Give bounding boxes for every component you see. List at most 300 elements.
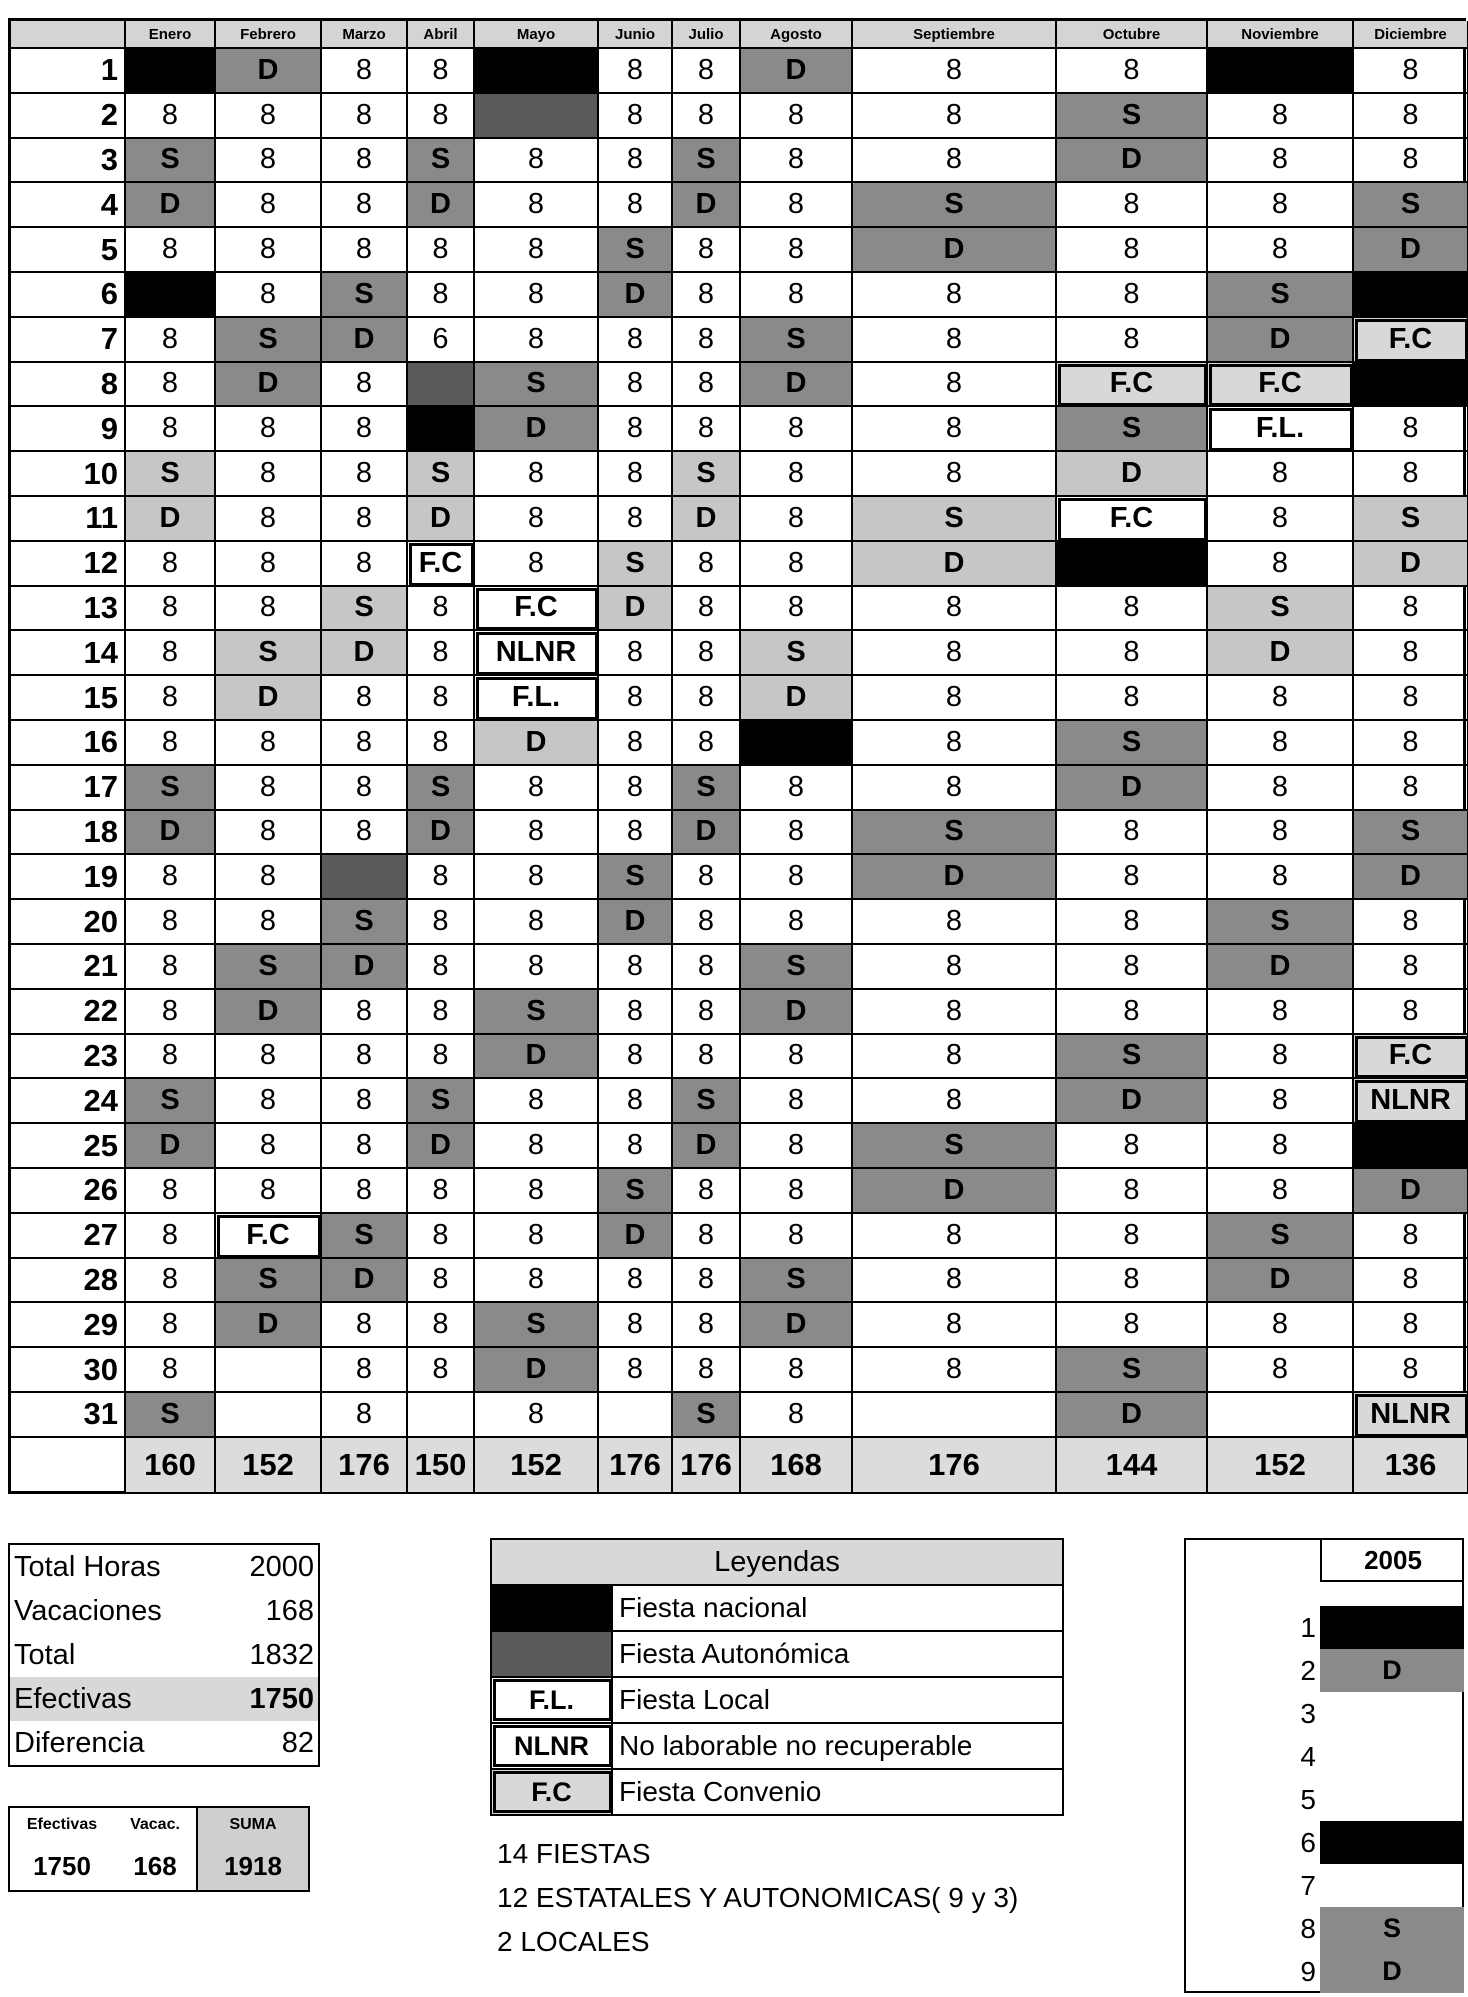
day-cell: 8 <box>1208 94 1354 139</box>
value-efectivas: 1750 <box>33 1850 91 1881</box>
day-number: 13 <box>11 587 126 632</box>
day-cell: S <box>126 766 216 811</box>
day-cell: D <box>1208 1259 1354 1304</box>
day-cell: 8 <box>741 1035 853 1080</box>
day-cell: 8 <box>853 900 1057 945</box>
day-cell: D <box>853 1169 1057 1214</box>
day-cell: 8 <box>599 945 673 990</box>
year-day-number: 1 <box>1300 1612 1316 1643</box>
day-cell: 8 <box>216 94 322 139</box>
day-cell: 8 <box>1057 945 1208 990</box>
day-cell: 8 <box>216 1035 322 1080</box>
day-cell: 8 <box>322 49 408 94</box>
day-cell: D <box>216 49 322 94</box>
day-number: 18 <box>11 811 126 856</box>
day-cell: 8 <box>216 1079 322 1124</box>
day-cell: 8 <box>408 587 475 632</box>
day-cell: 8 <box>599 1124 673 1169</box>
day-cell: 8 <box>673 855 741 900</box>
day-number: 4 <box>11 183 126 228</box>
day-cell: S <box>322 900 408 945</box>
day-cell: 8 <box>599 1035 673 1080</box>
day-cell: 8 <box>741 811 853 856</box>
day-cell: 8 <box>126 676 216 721</box>
legend-row <box>492 1770 1062 1814</box>
day-cell: 8 <box>1057 900 1208 945</box>
day-cell: D <box>126 1124 216 1169</box>
day-cell: 8 <box>853 318 1057 363</box>
day-cell: S <box>475 363 599 408</box>
day-cell: 8 <box>853 945 1057 990</box>
day-cell: 8 <box>216 228 322 273</box>
month-header: Diciembre <box>1354 21 1468 49</box>
day-cell <box>475 49 599 94</box>
day-cell <box>1208 49 1354 94</box>
legend-swatch <box>492 1586 613 1630</box>
day-cell: F.C <box>1208 363 1354 408</box>
day-cell: S <box>322 273 408 318</box>
day-cell: 8 <box>599 1348 673 1393</box>
day-cell: D <box>673 1124 741 1169</box>
day-cell: 8 <box>126 542 216 587</box>
day-cell: 8 <box>475 945 599 990</box>
day-cell: S <box>673 1079 741 1124</box>
day-cell: S <box>475 1303 599 1348</box>
day-number: 17 <box>11 766 126 811</box>
day-cell: 8 <box>599 139 673 184</box>
day-cell: D <box>216 990 322 1035</box>
day-cell <box>599 1393 673 1438</box>
day-cell: 8 <box>322 228 408 273</box>
day-cell: 8 <box>322 183 408 228</box>
day-cell: 8 <box>408 1169 475 1214</box>
day-cell: D <box>1208 318 1354 363</box>
day-cell: S <box>1208 900 1354 945</box>
day-cell: D <box>1057 1393 1208 1438</box>
day-cell: 8 <box>741 855 853 900</box>
day-number: 5 <box>11 228 126 273</box>
day-cell: S <box>1057 1035 1208 1080</box>
day-cell: 8 <box>673 318 741 363</box>
day-cell: 8 <box>216 855 322 900</box>
day-cell: 8 <box>408 273 475 318</box>
day-cell: 8 <box>673 94 741 139</box>
value-vacac: 168 <box>133 1850 177 1881</box>
day-cell: D <box>853 542 1057 587</box>
day-cell: D <box>1354 228 1468 273</box>
month-header: Febrero <box>216 21 322 49</box>
day-cell: D <box>673 497 741 542</box>
day-cell: 8 <box>322 1348 408 1393</box>
day-cell: 8 <box>1354 721 1468 766</box>
day-cell: 8 <box>126 631 216 676</box>
header-vacac: Vacac. <box>130 1816 180 1833</box>
day-cell: 6 <box>408 318 475 363</box>
day-cell: S <box>408 139 475 184</box>
year-row <box>1186 1950 1464 1993</box>
day-cell: D <box>408 183 475 228</box>
month-total: 160 <box>126 1438 216 1494</box>
day-cell: F.C <box>1354 318 1468 363</box>
day-cell: 8 <box>1057 183 1208 228</box>
day-number: 11 <box>11 497 126 542</box>
day-cell: 8 <box>322 363 408 408</box>
day-cell <box>1354 363 1468 408</box>
day-cell: 8 <box>853 1348 1057 1393</box>
day-cell: NLNR <box>1354 1393 1468 1438</box>
day-cell: S <box>741 945 853 990</box>
day-number: 31 <box>11 1393 126 1438</box>
day-cell: 8 <box>1354 1214 1468 1259</box>
day-cell: 8 <box>1208 1303 1354 1348</box>
day-cell: 8 <box>475 900 599 945</box>
day-cell: 8 <box>673 407 741 452</box>
day-number: 19 <box>11 855 126 900</box>
day-cell: 8 <box>1208 766 1354 811</box>
day-cell: D <box>1208 945 1354 990</box>
day-cell: 8 <box>408 94 475 139</box>
legend-swatch: F.C <box>492 1770 613 1814</box>
day-cell: 8 <box>853 1303 1057 1348</box>
month-total: 150 <box>408 1438 475 1494</box>
day-cell: 8 <box>1057 1214 1208 1259</box>
day-number: 22 <box>11 990 126 1035</box>
day-cell: 8 <box>126 1169 216 1214</box>
day-cell: F.C <box>475 587 599 632</box>
day-cell: D <box>322 1259 408 1304</box>
day-number: 20 <box>11 900 126 945</box>
year-day-number: 4 <box>1300 1741 1316 1772</box>
day-cell: 8 <box>408 676 475 721</box>
day-cell: S <box>1208 1214 1354 1259</box>
day-cell: 8 <box>741 452 853 497</box>
day-cell: D <box>599 900 673 945</box>
day-cell: D <box>126 811 216 856</box>
day-cell: 8 <box>216 1124 322 1169</box>
month-header: Enero <box>126 21 216 49</box>
day-cell: D <box>599 273 673 318</box>
year-day-cell: S <box>1320 1907 1464 1950</box>
day-number: 9 <box>11 407 126 452</box>
month-total: 176 <box>673 1438 741 1494</box>
day-cell: 8 <box>599 318 673 363</box>
day-cell: 8 <box>673 1214 741 1259</box>
day-number: 8 <box>11 363 126 408</box>
day-cell: D <box>408 497 475 542</box>
day-cell: 8 <box>408 721 475 766</box>
summary-row <box>10 1545 318 1589</box>
day-cell: 8 <box>322 542 408 587</box>
month-total: 144 <box>1057 1438 1208 1494</box>
day-cell: S <box>1208 273 1354 318</box>
day-cell: 8 <box>475 1124 599 1169</box>
day-cell: S <box>126 1393 216 1438</box>
day-cell: F.L. <box>1208 407 1354 452</box>
day-cell: 8 <box>1208 183 1354 228</box>
day-cell: 8 <box>741 900 853 945</box>
year-mini-calendar <box>1184 1538 1464 1993</box>
day-cell: F.C <box>408 542 475 587</box>
day-cell: 8 <box>1208 990 1354 1035</box>
day-cell: 8 <box>1057 1124 1208 1169</box>
day-cell: 8 <box>741 1124 853 1169</box>
day-cell: 8 <box>599 990 673 1035</box>
month-total: 176 <box>853 1438 1057 1494</box>
day-cell: 8 <box>475 183 599 228</box>
day-cell: 8 <box>1208 1169 1354 1214</box>
day-cell: 8 <box>126 1259 216 1304</box>
day-cell <box>126 49 216 94</box>
day-cell: S <box>408 766 475 811</box>
day-cell: D <box>1354 542 1468 587</box>
day-cell: 8 <box>1354 631 1468 676</box>
day-cell: 8 <box>475 1169 599 1214</box>
day-cell: 8 <box>673 721 741 766</box>
hours-summary <box>8 1543 320 1767</box>
day-cell: 8 <box>322 497 408 542</box>
day-cell <box>741 721 853 766</box>
legend-label: No laborable no recuperable <box>619 1730 973 1761</box>
day-cell: S <box>216 631 322 676</box>
summary-label: Efectivas <box>14 1682 132 1715</box>
day-cell: 8 <box>1354 676 1468 721</box>
day-cell: D <box>599 587 673 632</box>
legend-row <box>492 1632 1062 1678</box>
day-cell: 8 <box>322 1035 408 1080</box>
day-cell: 8 <box>599 94 673 139</box>
year-row <box>1186 1692 1464 1735</box>
day-cell: S <box>673 1393 741 1438</box>
day-cell: 8 <box>126 363 216 408</box>
legend-label: Fiesta Convenio <box>619 1776 822 1807</box>
day-cell: 8 <box>1208 811 1354 856</box>
day-cell: 8 <box>322 139 408 184</box>
day-cell: F.C <box>216 1214 322 1259</box>
day-cell <box>322 855 408 900</box>
day-cell: 8 <box>475 228 599 273</box>
day-cell: 8 <box>322 94 408 139</box>
day-cell: 8 <box>1057 676 1208 721</box>
day-cell: 8 <box>408 1035 475 1080</box>
day-cell: 8 <box>673 1303 741 1348</box>
legend-label: Fiesta nacional <box>619 1592 808 1623</box>
day-cell: 8 <box>673 542 741 587</box>
legend-label: Fiesta Autonómica <box>619 1638 850 1669</box>
day-number: 29 <box>11 1303 126 1348</box>
day-cell: 8 <box>322 1079 408 1124</box>
year-day-number: 3 <box>1300 1698 1316 1729</box>
day-cell: D <box>599 1214 673 1259</box>
day-number: 30 <box>11 1348 126 1393</box>
day-cell: 8 <box>126 721 216 766</box>
day-cell: 8 <box>673 676 741 721</box>
day-cell: D <box>322 945 408 990</box>
day-cell: D <box>475 721 599 766</box>
legend-label: Fiesta Local <box>619 1684 770 1715</box>
day-cell <box>126 273 216 318</box>
day-cell: 8 <box>599 676 673 721</box>
day-number: 21 <box>11 945 126 990</box>
day-cell: S <box>1057 1348 1208 1393</box>
day-cell: 8 <box>408 1348 475 1393</box>
month-header: Junio <box>599 21 673 49</box>
day-cell: D <box>475 407 599 452</box>
day-cell: 8 <box>741 542 853 587</box>
legend-row <box>492 1586 1062 1632</box>
totals-label <box>11 1438 126 1494</box>
day-cell: 8 <box>322 990 408 1035</box>
year-day-number: 7 <box>1300 1870 1316 1901</box>
day-cell: D <box>322 318 408 363</box>
day-cell: 8 <box>741 1169 853 1214</box>
day-cell: 8 <box>475 811 599 856</box>
summary-row <box>10 1589 318 1633</box>
day-cell: 8 <box>853 1035 1057 1080</box>
month-total: 176 <box>599 1438 673 1494</box>
note-fiestas: 14 FIESTAS <box>497 1838 651 1869</box>
day-cell: 8 <box>853 1079 1057 1124</box>
day-cell: 8 <box>475 452 599 497</box>
day-cell: 8 <box>1354 1303 1468 1348</box>
day-cell: S <box>408 1079 475 1124</box>
legend-swatch: NLNR <box>492 1724 613 1768</box>
day-cell: 8 <box>216 452 322 497</box>
day-cell: 8 <box>126 900 216 945</box>
day-cell: 8 <box>216 139 322 184</box>
day-cell: 8 <box>1057 811 1208 856</box>
month-header: Julio <box>673 21 741 49</box>
year-row <box>1186 1606 1464 1649</box>
summary-row <box>10 1633 318 1677</box>
value-suma: 1918 <box>196 1842 308 1890</box>
day-cell: 8 <box>1354 94 1468 139</box>
day-cell <box>475 94 599 139</box>
month-total: 136 <box>1354 1438 1468 1494</box>
day-cell: 8 <box>1057 318 1208 363</box>
day-cell: S <box>1354 811 1468 856</box>
day-cell: 8 <box>1354 1259 1468 1304</box>
day-cell: 8 <box>853 1214 1057 1259</box>
note-estatales: 12 ESTATALES Y AUTONOMICAS( 9 y 3) <box>497 1882 1019 1913</box>
day-cell: 8 <box>216 497 322 542</box>
day-cell: 8 <box>1057 1259 1208 1304</box>
day-cell: 8 <box>408 990 475 1035</box>
day-cell: 8 <box>1208 228 1354 273</box>
day-cell: F.L. <box>475 676 599 721</box>
day-cell: 8 <box>475 318 599 363</box>
year-row <box>1186 1907 1464 1950</box>
month-header: Mayo <box>475 21 599 49</box>
day-cell: 8 <box>126 945 216 990</box>
day-cell: 8 <box>853 676 1057 721</box>
day-cell: 8 <box>853 139 1057 184</box>
month-header: Septiembre <box>853 21 1057 49</box>
day-cell: 8 <box>1057 1303 1208 1348</box>
month-total: 168 <box>741 1438 853 1494</box>
day-cell: 8 <box>126 228 216 273</box>
day-cell <box>853 1393 1057 1438</box>
day-cell: S <box>853 1124 1057 1169</box>
legend-title: Leyendas <box>492 1540 1062 1586</box>
day-cell: D <box>741 1303 853 1348</box>
day-cell: D <box>216 1303 322 1348</box>
day-cell: 8 <box>599 497 673 542</box>
summary-row <box>10 1721 318 1765</box>
day-cell: D <box>741 49 853 94</box>
year-day-cell <box>1320 1778 1464 1821</box>
day-cell: 8 <box>853 631 1057 676</box>
summary-value: 82 <box>281 1726 314 1759</box>
day-cell: D <box>1057 1079 1208 1124</box>
day-number: 16 <box>11 721 126 766</box>
summary-label: Vacaciones <box>14 1594 162 1627</box>
year-day-number: 9 <box>1300 1956 1316 1987</box>
day-cell: 8 <box>673 49 741 94</box>
day-cell: 8 <box>475 855 599 900</box>
day-cell: 8 <box>126 1303 216 1348</box>
day-cell: D <box>216 676 322 721</box>
day-cell: 8 <box>599 407 673 452</box>
month-header: Marzo <box>322 21 408 49</box>
day-cell: 8 <box>1057 587 1208 632</box>
month-header: Agosto <box>741 21 853 49</box>
day-cell: D <box>1354 1169 1468 1214</box>
day-cell: 8 <box>1354 587 1468 632</box>
calendar-grid <box>8 18 1466 1494</box>
day-cell: S <box>475 990 599 1035</box>
day-cell: 8 <box>1208 1124 1354 1169</box>
day-cell: 8 <box>853 94 1057 139</box>
day-cell: 8 <box>1208 139 1354 184</box>
day-cell: 8 <box>216 900 322 945</box>
corner-cell <box>11 21 126 49</box>
day-cell: D <box>408 811 475 856</box>
year-day-number: 6 <box>1300 1827 1316 1858</box>
day-cell <box>1208 1393 1354 1438</box>
day-cell: 8 <box>673 900 741 945</box>
day-cell: 8 <box>322 811 408 856</box>
header-efectivas: Efectivas <box>26 1816 98 1833</box>
day-cell: S <box>599 855 673 900</box>
day-cell: S <box>1208 587 1354 632</box>
day-cell: 8 <box>673 631 741 676</box>
month-total: 152 <box>1208 1438 1354 1494</box>
day-cell: 8 <box>599 363 673 408</box>
day-cell: 8 <box>853 273 1057 318</box>
day-cell: D <box>1354 855 1468 900</box>
legend-row <box>492 1678 1062 1724</box>
day-cell: S <box>216 945 322 990</box>
day-cell <box>408 1393 475 1438</box>
day-cell: 8 <box>1208 542 1354 587</box>
day-cell: 8 <box>741 1348 853 1393</box>
year-day-cell <box>1320 1821 1464 1864</box>
day-cell: 8 <box>673 945 741 990</box>
day-cell: S <box>216 318 322 363</box>
day-cell: S <box>322 587 408 632</box>
legend-swatch: F.L. <box>492 1678 613 1722</box>
legend-row <box>492 1724 1062 1770</box>
day-cell: 8 <box>853 766 1057 811</box>
day-cell: 8 <box>1057 855 1208 900</box>
day-cell: 8 <box>322 1303 408 1348</box>
day-cell: D <box>1057 139 1208 184</box>
day-cell: D <box>1057 452 1208 497</box>
day-cell: 8 <box>741 1214 853 1259</box>
day-cell: D <box>853 855 1057 900</box>
day-cell: S <box>1354 497 1468 542</box>
day-cell: 8 <box>475 1079 599 1124</box>
